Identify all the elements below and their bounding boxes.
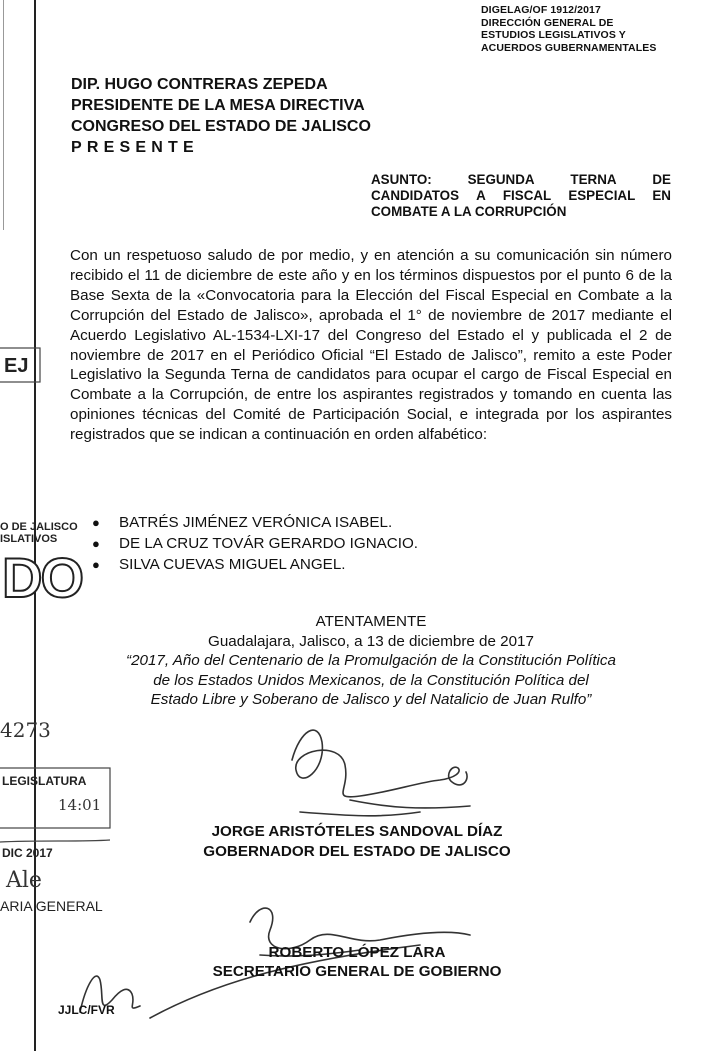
- recipient-name: DIP. HUGO CONTRERAS ZEPEDA: [71, 76, 328, 93]
- stamp-fragment: ARIA GENERAL: [0, 898, 103, 914]
- stamp-fragment: EJ: [4, 355, 29, 377]
- stamp-fragment: 4273: [0, 718, 51, 742]
- stamp-fragment: DIC 2017: [2, 846, 53, 860]
- subject-label: ASUNTO:: [371, 172, 432, 187]
- subject-word: ESPECIAL: [568, 188, 636, 203]
- stamp-fragment: O DE JALISCO: [0, 521, 78, 533]
- recipient-role: PRESIDENTE DE LA MESA DIRECTIVA: [71, 97, 365, 114]
- signatory-1-title: GOBERNADOR DEL ESTADO DE JALISCO: [203, 843, 511, 860]
- reference-number: DIGELAG/OF 1912/2017: [481, 4, 601, 16]
- initials-text: JJLC/FVR: [58, 1003, 115, 1017]
- candidate-name: DE LA CRUZ TOVÁR GERARDO IGNACIO.: [119, 535, 419, 552]
- stamp-fragment: ISLATIVOS: [0, 533, 58, 545]
- signatory-2-name: ROBERTO LÓPEZ LARA: [268, 944, 446, 961]
- recipient-org: CONGRESO DEL ESTADO DE JALISCO: [71, 118, 371, 135]
- governor-signature: [292, 730, 467, 797]
- bullet-icon: ●: [92, 536, 100, 551]
- closing-motto-2: de los Estados Unidos Mexicanos, de la Constitución Política del: [153, 671, 589, 689]
- reference-department-3: ACUERDOS GUBERNAMENTALES: [481, 41, 657, 54]
- stamp-fragment: LEGISLATURA: [2, 774, 87, 788]
- candidate-name: SILVA CUEVAS MIGUEL ANGEL.: [119, 556, 346, 573]
- signatory-2-title: SECRETARIO GENERAL DE GOBIERNO: [212, 963, 502, 980]
- bullet-icon: ●: [92, 515, 100, 530]
- recipient-salutation: PRESENTE: [71, 139, 199, 156]
- subject-word: DE: [652, 172, 671, 187]
- subject-word: SEGUNDA: [467, 172, 535, 187]
- subject-word: EN: [652, 188, 671, 203]
- body-paragraph: Con un respetuoso saludo de por medio, y en atención a su comunicación sin número recibido el 11 de diciembre de este año y en los términos dispuestos por el punto 6 de la Base Sexta de la «Convocatoria para la Elección del Fiscal Especial en Combate a la Corrupción del Estado de Jalisco», aprobada el 1° de noviembre de 2017 mediante el Acuerdo Legislativo AL-1534-LXI-17 del Congreso del Estado el y publicada el 2 de noviembre de 2017 en el Periódico Oficial “El Estado de Jalisco”, remito a este Poder Legislativo la Segunda Terna de candidatos para ocupar el cargo de Fiscal Especial en Combate a la Corrupción, de entre los aspirantes registrados y tomando en cuenta las opiniones técnicas del Comité de Participación Social, e integrada por los aspirantes registrados que se indican a continuación en orden alfabético:: [70, 247, 672, 444]
- stamp-fragment: DO: [2, 546, 82, 609]
- stamp-fragment: Ale: [6, 868, 42, 893]
- bullet-icon: ●: [92, 557, 100, 572]
- closing-motto-3: Estado Libre y Soberano de Jalisco y del Natalicio de Juan Rulfo”: [150, 691, 592, 708]
- reference-department: DIRECCIÓN GENERAL DE: [481, 16, 614, 29]
- subject-line-3: COMBATE A LA CORRUPCIÓN: [371, 204, 567, 219]
- closing-regards: ATENTAMENTE: [315, 613, 427, 630]
- subject-word: CANDIDATOS: [371, 188, 460, 203]
- closing-motto-1: “2017, Año del Centenario de la Promulgación de la Constitución Política: [126, 652, 616, 669]
- signatory-1-name: JORGE ARISTÓTELES SANDOVAL DÍAZ: [211, 823, 503, 840]
- subject-word: A: [476, 188, 486, 203]
- reference-department-2: ESTUDIOS LEGISLATIVOS Y: [481, 29, 626, 41]
- candidate-name: BATRÉS JIMÉNEZ VERÓNICA ISABEL.: [119, 514, 393, 531]
- subject-word: FISCAL: [502, 188, 552, 203]
- closing-place-date: Guadalajara, Jalisco, a 13 de diciembre de 2017: [208, 632, 534, 650]
- stamp-fragment: 14:01: [58, 796, 102, 814]
- subject-word: TERNA: [570, 172, 617, 187]
